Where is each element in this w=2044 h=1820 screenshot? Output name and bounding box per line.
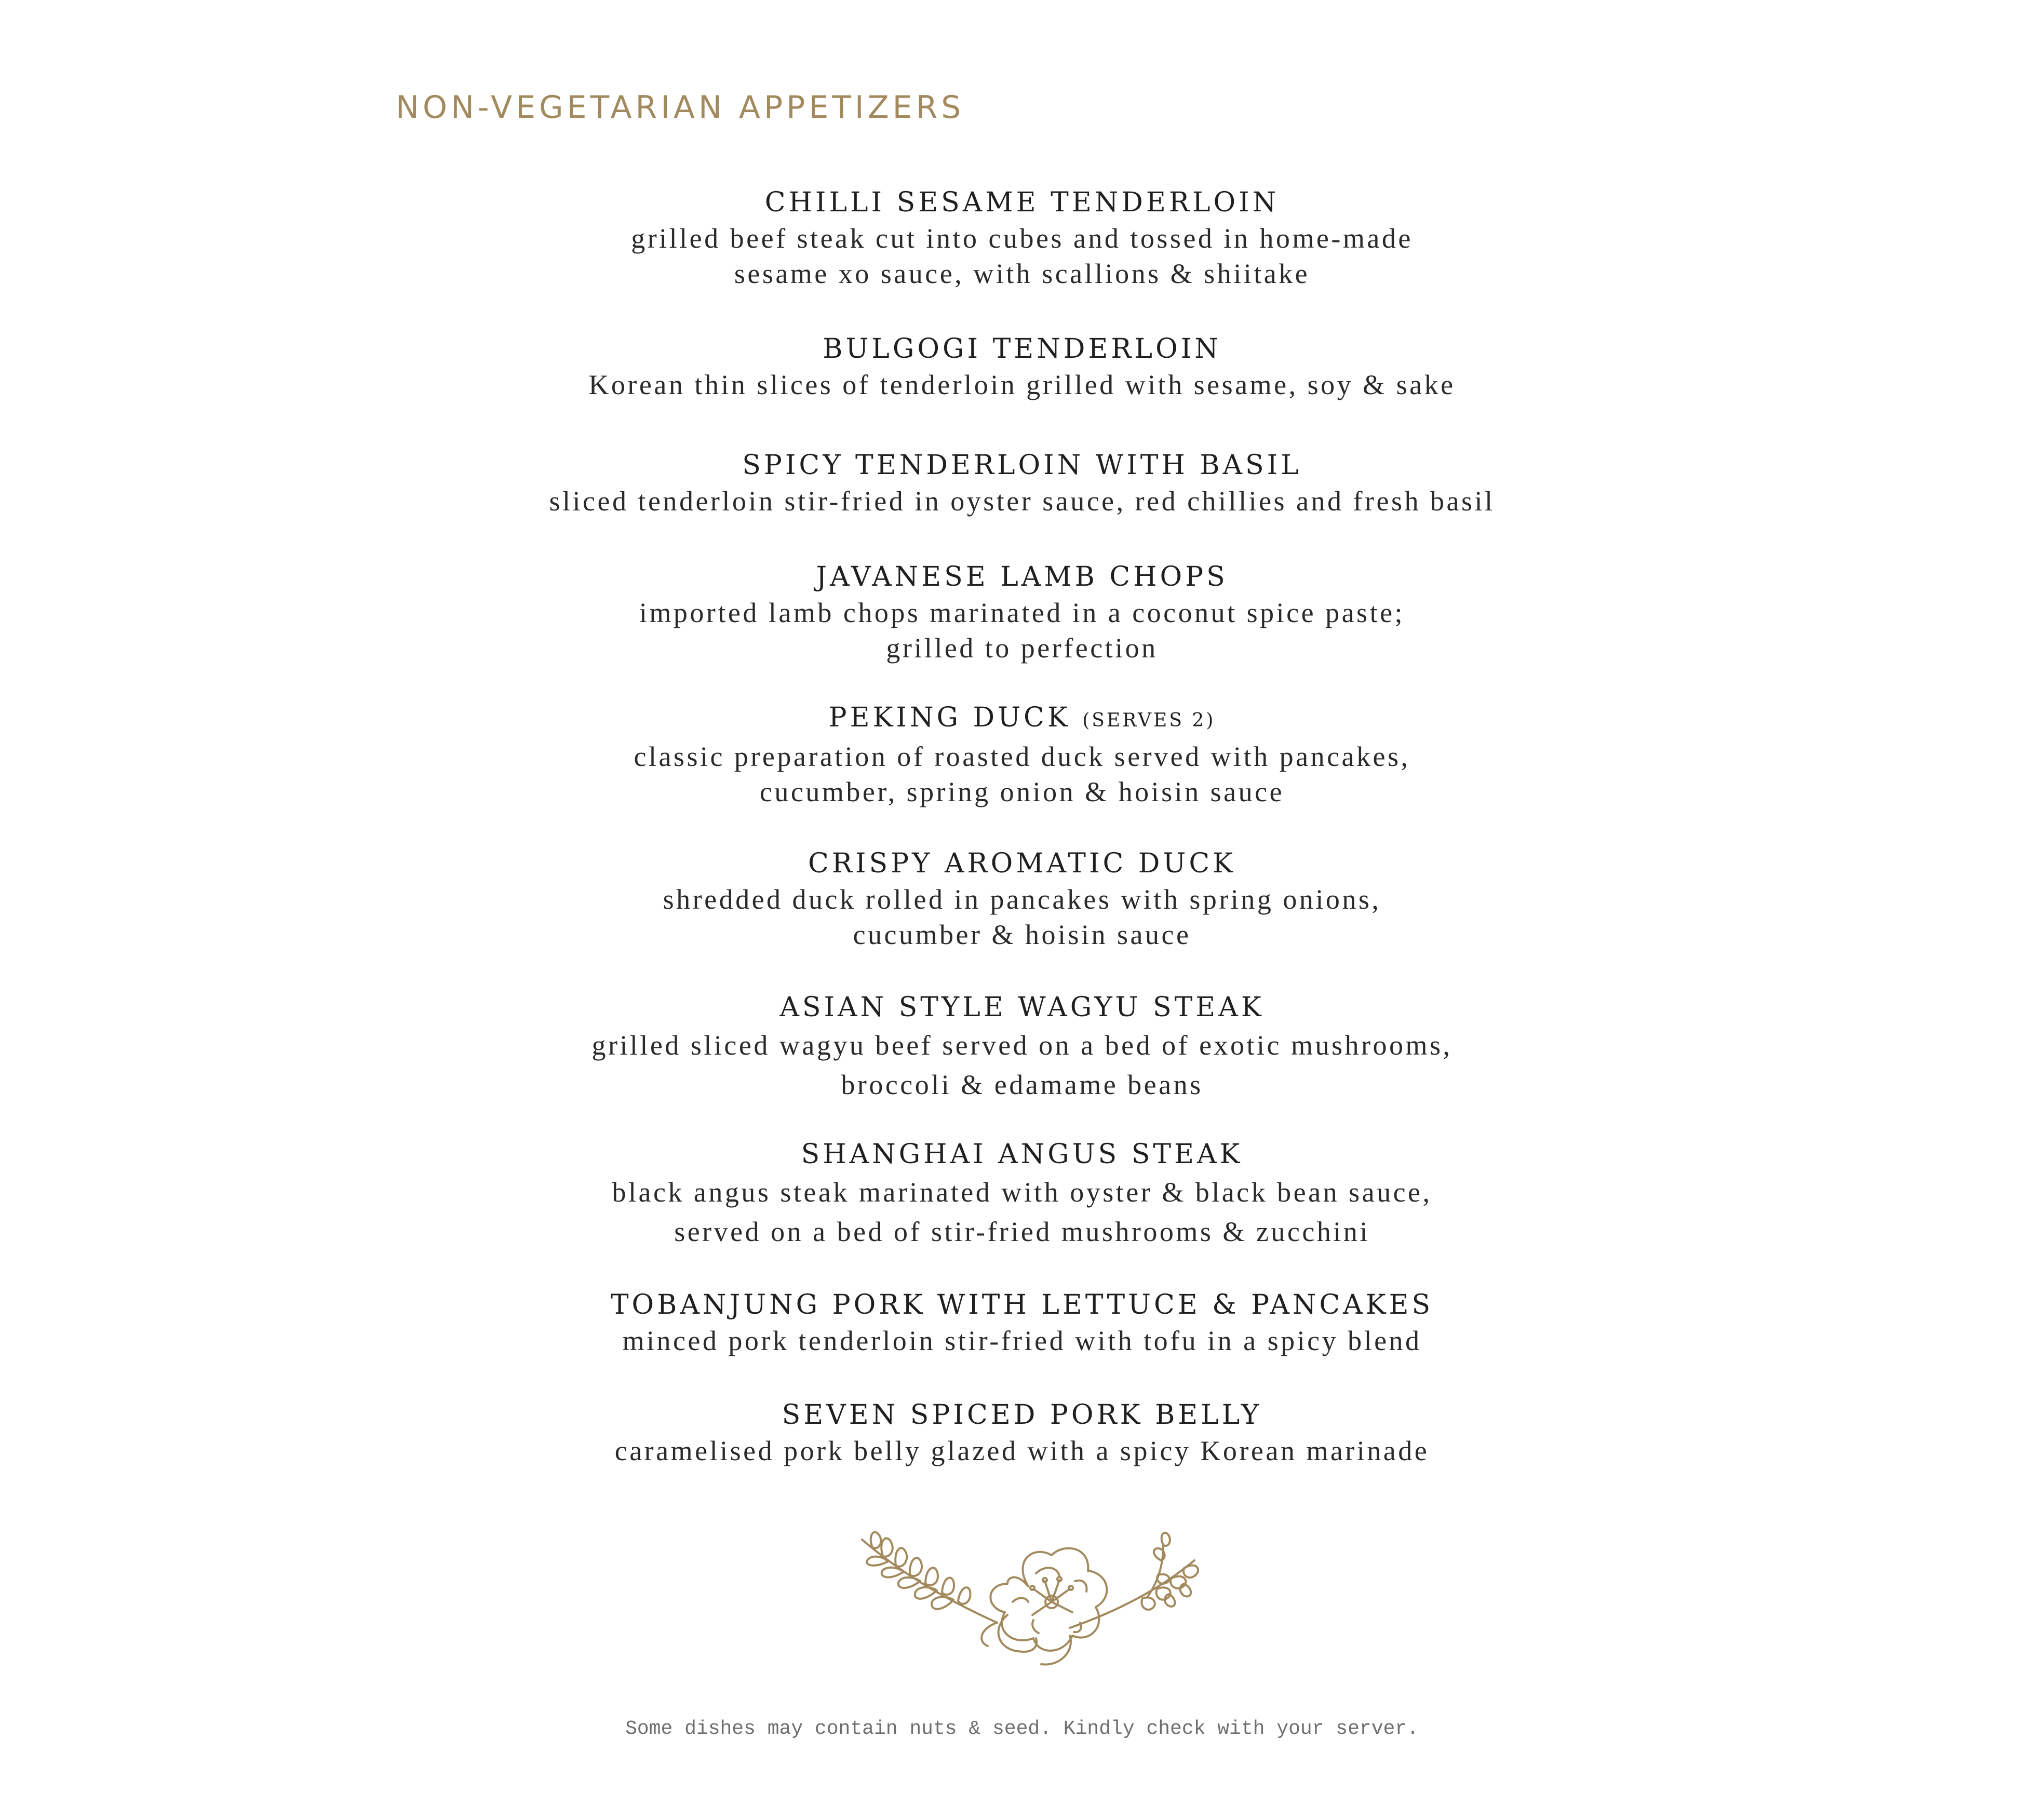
dish-name: TOBANJUNG PORK WITH LETTUCE & PANCAKES: [610, 1289, 1434, 1320]
dish-description-line: Korean thin slices of tenderloin grilled with sesame, soy & sake: [588, 369, 1456, 400]
section-title: NON-VEGETARIAN APPETIZERS: [396, 89, 965, 126]
dish-description-line: minced pork tenderloin stir-fried with tofu in a spicy blend: [622, 1325, 1422, 1356]
menu-item-javanese-lamb-chops: [0, 559, 2044, 666]
menu-item-bulgogi-tenderloin: [0, 331, 2044, 402]
floral-ornament-icon: [852, 1524, 1205, 1675]
dish-name-text: PEKING DUCK: [828, 702, 1071, 733]
menu-item-shanghai-angus-steak: [0, 1136, 2044, 1251]
dish-name: SEVEN SPICED PORK BELLY: [782, 1399, 1262, 1431]
dish-name: SPICY TENDERLOIN WITH BASIL: [742, 450, 1302, 481]
dish-description-line: cucumber & hoisin sauce: [853, 919, 1191, 950]
dish-description-line: grilled beef steak cut into cubes and tossed in home-made: [631, 223, 1413, 254]
menu-item-crispy-aromatic-duck: [0, 845, 2044, 952]
dish-description-line: served on a bed of stir-fried mushrooms & zucchini: [674, 1216, 1370, 1247]
dish-description-line: classic preparation of roasted duck served with pancakes,: [634, 741, 1410, 772]
dish-name: CHILLI SESAME TENDERLOIN: [764, 187, 1280, 218]
dish-description-line: caramelised pork belly glazed with a spicy Korean marinade: [614, 1435, 1430, 1466]
menu-item-spicy-tenderloin-with-basil: [0, 447, 2044, 519]
allergen-notice: Some dishes may contain nuts & seed. Kindly check with your server.: [625, 1718, 1419, 1740]
dish-description-line: imported lamb chops marinated in a coconut spice paste;: [639, 597, 1405, 628]
serving-note: (SERVES 2): [1082, 710, 1216, 731]
dish-description-line: grilled to perfection: [886, 632, 1158, 664]
dish-name: [0, 699, 2044, 739]
menu-item-chilli-sesame-tenderloin: [0, 184, 2044, 291]
dish-name: ASIAN STYLE WAGYU STEAK: [779, 992, 1265, 1023]
menu-item-seven-spiced-pork-belly: [0, 1397, 2044, 1468]
menu-item-peking-duck: [0, 699, 2044, 810]
dish-name: CRISPY AROMATIC DUCK: [808, 848, 1236, 879]
dish-description-line: sesame xo sauce, with scallions & shiitake: [734, 258, 1310, 289]
dish-description-line: grilled sliced wagyu beef served on a bed of exotic mushrooms,: [591, 1030, 1453, 1061]
menu-item-tobanjung-pork: [0, 1287, 2044, 1358]
dish-description-line: black angus steak marinated with oyster & black bean sauce,: [612, 1177, 1432, 1208]
dish-name: SHANGHAI ANGUS STEAK: [801, 1139, 1243, 1170]
dish-name: JAVANESE LAMB CHOPS: [816, 561, 1228, 592]
menu-item-asian-style-wagyu-steak: [0, 989, 2044, 1104]
dish-name: BULGOGI TENDERLOIN: [823, 333, 1221, 365]
dish-description-line: shredded duck rolled in pancakes with spring onions,: [663, 884, 1381, 915]
dish-description-line: broccoli & edamame beans: [841, 1069, 1203, 1100]
dish-description-line: sliced tenderloin stir-fried in oyster sauce, red chillies and fresh basil: [549, 486, 1495, 517]
dish-description-line: cucumber, spring onion & hoisin sauce: [759, 776, 1285, 807]
